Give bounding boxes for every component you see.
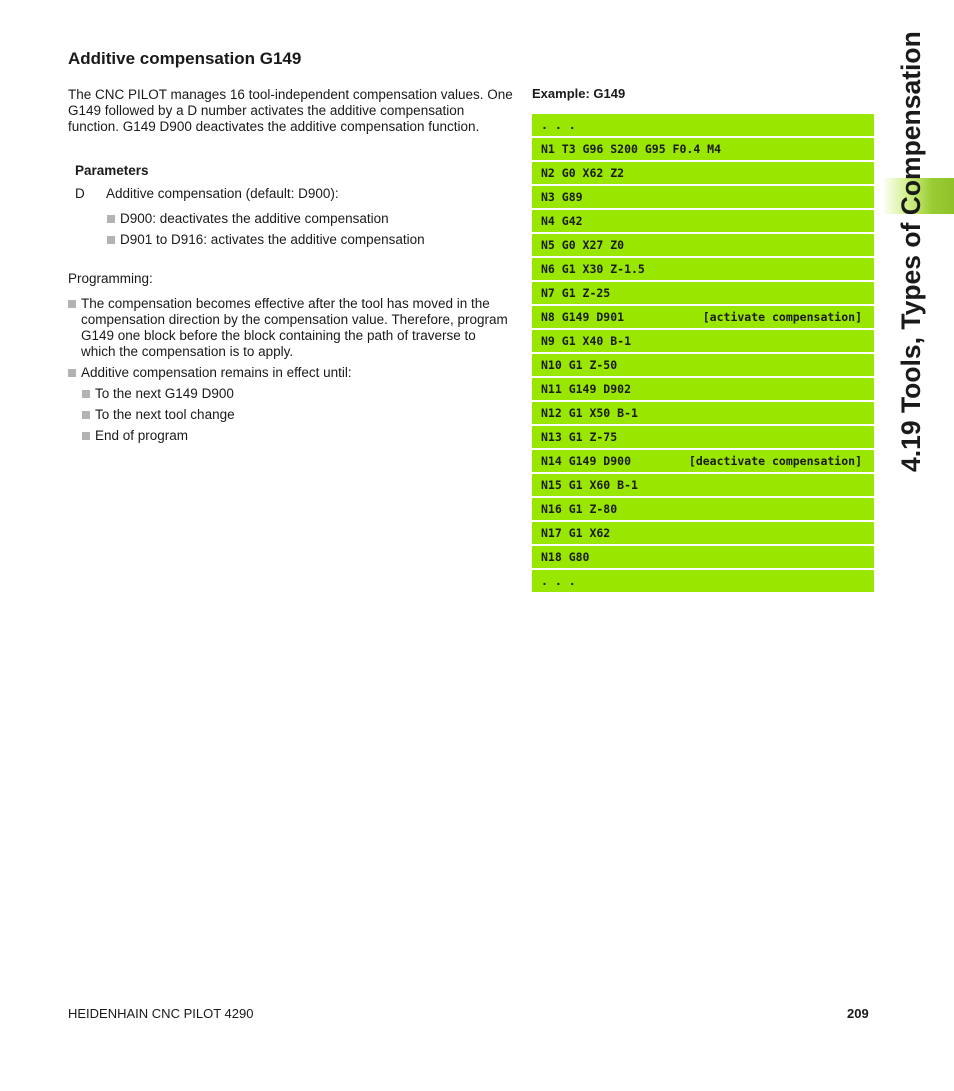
code-line [532, 498, 874, 520]
parameters-label: Parameters [75, 163, 149, 178]
programming-sub-item: To the next tool change [82, 407, 482, 423]
programming-bullet: Additive compensation remains in effect until: [68, 365, 508, 381]
code-comment: [activate compensation] [702, 310, 862, 324]
programming-label: Programming: [68, 271, 153, 286]
intro-paragraph: The CNC PILOT manages 16 tool-independent compensation values. One G149 followed by a D number activates the additive compensation function. G149 D900 deactivates the additive compensation function. [68, 87, 513, 134]
code-line [532, 426, 874, 448]
code-line [532, 378, 874, 400]
code-text: N3 G89 [541, 190, 583, 204]
code-line [532, 354, 874, 376]
code-line [532, 570, 874, 592]
code-text: N14 G149 D900 [541, 454, 632, 468]
square-bullet-icon [68, 300, 76, 308]
square-bullet-icon [107, 215, 115, 223]
code-text: N10 G1 Z-50 [541, 358, 618, 372]
code-line [532, 114, 874, 136]
square-bullet-icon [68, 369, 76, 377]
code-text: . . . [541, 574, 576, 588]
code-text: N12 G1 X50 B-1 [541, 406, 638, 420]
example-title: Example: G149 [532, 86, 626, 101]
code-text: N16 G1 Z-80 [541, 502, 618, 516]
parameter-description: Additive compensation (default: D900): [106, 186, 339, 201]
code-line [532, 522, 874, 544]
code-line [532, 546, 874, 568]
code-text: N9 G1 X40 B-1 [541, 334, 632, 348]
code-text: N6 G1 X30 Z-1.5 [541, 262, 645, 276]
code-line [532, 282, 874, 304]
code-line [532, 402, 874, 424]
parameter-option: D901 to D916: activates the additive compensation [107, 232, 507, 248]
square-bullet-icon [82, 390, 90, 398]
code-line [532, 330, 874, 352]
code-text: N15 G1 X60 B-1 [541, 478, 638, 492]
code-text: N4 G42 [541, 214, 583, 228]
code-line [532, 474, 874, 496]
chapter-side-title: 4.19 Tools, Types of Compensation [896, 31, 926, 472]
code-line [532, 306, 874, 328]
code-comment: [deactivate compensation] [688, 454, 862, 468]
programming-sub-item: End of program [82, 428, 482, 444]
section-heading: Additive compensation G149 [68, 49, 302, 68]
footer-page-number: 209 [847, 1006, 869, 1021]
square-bullet-icon [107, 236, 115, 244]
code-line [532, 210, 874, 232]
square-bullet-icon [82, 432, 90, 440]
code-text: N5 G0 X27 Z0 [541, 238, 625, 252]
code-text: N11 G149 D902 [541, 382, 632, 396]
code-line [532, 186, 874, 208]
footer-manual-name: HEIDENHAIN CNC PILOT 4290 [68, 1006, 254, 1021]
code-text: N8 G149 D901 [541, 310, 625, 324]
code-text: N7 G1 Z-25 [541, 286, 611, 300]
code-line [532, 234, 874, 256]
code-line [532, 162, 874, 184]
code-text: N13 G1 Z-75 [541, 430, 618, 444]
code-text: N17 G1 X62 [541, 526, 611, 540]
code-line [532, 450, 874, 472]
parameter-option: D900: deactivates the additive compensation [107, 211, 507, 227]
code-text: N18 G80 [541, 550, 590, 564]
parameter-key: D [75, 186, 85, 201]
code-text: N1 T3 G96 S200 G95 F0.4 M4 [541, 142, 722, 156]
programming-sub-item: To the next G149 D900 [82, 386, 482, 402]
programming-bullet: The compensation becomes effective after the tool has moved in the compensation direction by the compensation value. Therefore, program G149 one block before the block containing the path of traverse to which the compensation is to apply. [68, 296, 508, 360]
code-line [532, 258, 874, 280]
code-text: . . . [541, 118, 576, 132]
code-text: N2 G0 X62 Z2 [541, 166, 625, 180]
square-bullet-icon [82, 411, 90, 419]
code-line [532, 138, 874, 160]
